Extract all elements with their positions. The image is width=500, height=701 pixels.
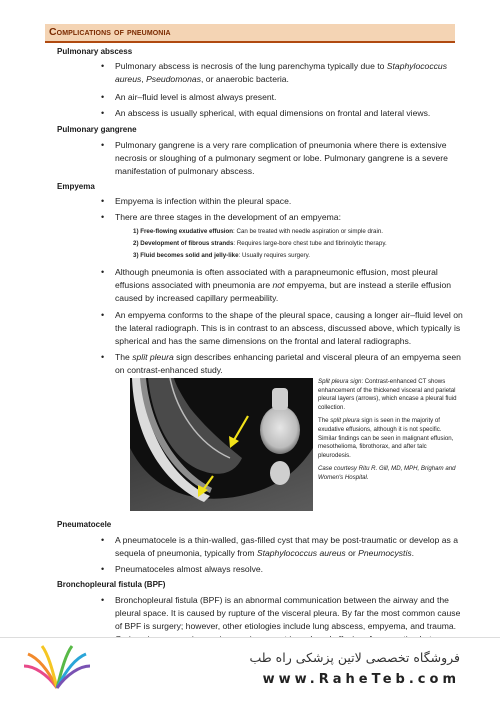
bullet-gangrene-1: • Pulmonary gangrene is a very rare complication of pneumonia where there is extensive necrosis or sloughing of a pulmonary segment or lobe. Pulmonary gangrene is a severe manifestation of pulmonary abscess. [101, 140, 448, 176]
subheading-empyema: Empyema [57, 182, 95, 191]
figure-caption [318, 378, 458, 488]
subheading-abscess: Pulmonary abscess [57, 47, 133, 56]
caption-credit: Case courtesy Ritu R. Gill, MD, MPH, Brigham and Women's Hospital. [318, 465, 456, 481]
book-logo-icon [22, 644, 92, 694]
bullet-bpf-1: • Bronchopleural fistula (BPF) is an abnormal communication between the airway and the pleural space. It is caused by rupture of the visceral pleura. By far the most common cause of BPF is surgery; however, other etiologies include lung abscess, empyema, and trauma. [101, 595, 461, 631]
ct-scan-image [130, 378, 313, 511]
bullet-empyema-3: • Although pneumonia is often associated with a parapneumonic effusion, most pleural effusions associated with pneumonia are not empyema, but are instead a sterile effusion caused by increased capillary permeability. [101, 267, 452, 303]
bullet-abscess-1: • Pulmonary abscess is necrosis of the lung parenchyma typically due to Staphylococcus aureus, Pseudomonas, or anaerobic bacteria. [101, 61, 447, 84]
bullet-empyema-5: • The split pleura sign describes enhancing parietal and visceral pleura of an empyema seen on contrast-enhanced study. [101, 352, 461, 375]
section-header [45, 24, 455, 43]
bullet-abscess-2: • An air–fluid level is almost always present. [101, 92, 277, 102]
subheading-gangrene: Pulmonary gangrene [57, 125, 137, 134]
ct-scan-drawing [130, 378, 313, 511]
caption-paragraph-2: The split pleura sign is seen in the majority of exudative effusions, although it is not specific. Similar findings can be seen in malignant effusion, mesothelioma, fibrothorax, and after talc pleurodesis. [318, 417, 454, 459]
stage-2: 2) Development of fibrous strands: Requires large-bore chest tube and fibrinolytic therapy. [133, 240, 387, 247]
store-url[interactable]: www.RaheTeb.com [262, 672, 460, 687]
bullet-empyema-1: • Empyema is infection within the pleural space. [101, 196, 292, 206]
stage-3: 3) Fluid becomes solid and jelly-like: Usually requires surgery. [133, 252, 310, 259]
subheading-bpf: Bronchopleural fistula (BPF) [57, 580, 166, 589]
subheading-pneumatocele: Pneumatocele [57, 520, 112, 529]
section-title: Complications of pneumonia [49, 26, 171, 38]
bullet-pneumatocele-1: • A pneumatocele is a thin-walled, gas-filled cyst that may be post-traumatic or develop as a sequela of pneumonia, typically from Staphylococcus aureus or Pneumocystis. [101, 535, 458, 558]
store-name: فروشگاه تخصصی لاتین پزشکی راه طب [249, 650, 460, 665]
caption-paragraph-1: Split pleura sign: Contrast-enhanced CT shows enhancement of the thickened visceral and parietal pleural layers (arrows), which encase a pleural fluid collection. [318, 378, 457, 411]
bullet-abscess-3: • An abscess is usually spherical, with equal dimensions on frontal and lateral views. [101, 108, 431, 118]
bullet-empyema-4: • An empyema conforms to the shape of the pleural space, causing a longer air–fluid level on the lateral radiograph. This is in contrast to an abscess, discussed above, which typically is spherical and has the same dimensions on the frontal and lateral radiographs. [101, 310, 463, 346]
bullet-empyema-2: • There are three stages in the development of an empyema: [101, 212, 341, 222]
bullet-pneumatocele-2: • Pneumatoceles almost always resolve. [101, 564, 264, 574]
store-footer [0, 637, 500, 701]
stage-1: 1) Free-flowing exudative effusion: Can be treated with needle aspiration or simple drain. [133, 228, 384, 235]
